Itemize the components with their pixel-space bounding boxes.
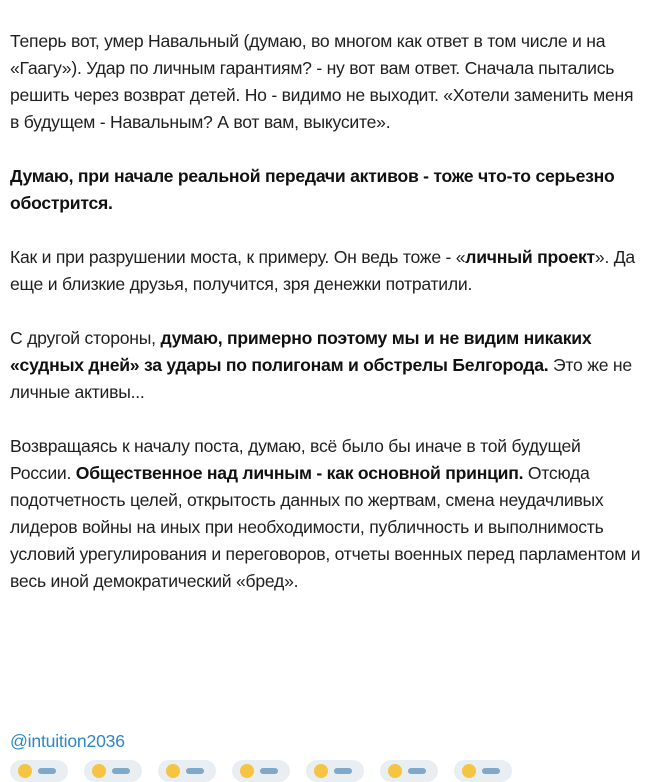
reaction-chip[interactable] — [232, 760, 290, 782]
emoji-icon — [462, 764, 476, 778]
post-paragraph-5 — [10, 433, 646, 595]
emoji-icon — [166, 764, 180, 778]
emoji-icon — [388, 764, 402, 778]
reaction-count-placeholder — [112, 768, 130, 774]
post-paragraph-3 — [10, 244, 646, 298]
reaction-count-placeholder — [482, 768, 500, 774]
bold-text: личный проект — [465, 247, 595, 267]
reaction-count-placeholder — [408, 768, 426, 774]
text-segment: Отсюда подотчетность целей, открытость данных по жертвам, смена неудачливых лидеров войны на иных при необходимости, публичность и выполнимость условий урегулирования и переговоров, отчеты военных перед парламентом и весь иной демократический «бред». — [10, 463, 641, 591]
bold-text: Общественное над личным - как основной принцип. — [75, 463, 524, 483]
reaction-chip[interactable] — [306, 760, 364, 782]
emoji-icon — [314, 764, 328, 778]
reaction-count-placeholder — [38, 768, 56, 774]
bold-text: Думаю, при начале реальной передачи активов - тоже что-то серьезно обострится. — [10, 166, 615, 213]
emoji-icon — [18, 764, 32, 778]
post-body — [10, 28, 646, 622]
reaction-count-placeholder — [260, 768, 278, 774]
emoji-icon — [240, 764, 254, 778]
reaction-chip[interactable] — [10, 760, 68, 782]
reaction-chip[interactable] — [158, 760, 216, 782]
post-paragraph-1: Теперь вот, умер Навальный (думаю, во многом как ответ в том числе и на «Гаагу»). Удар по личным гарантиям? - ну вот вам ответ. Сначала пытались решить через возврат детей. Но - видимо не выходит. «Хотели заменить меня в будущем - Навальным? А вот вам, выкусите». — [10, 31, 634, 132]
reactions-bar — [10, 760, 512, 780]
text-segment: Как и при разрушении моста, к примеру. Он ведь тоже - « — [10, 247, 466, 267]
text-segment: ». Да еще и близкие друзья, получится, зря денежки потратили. — [10, 247, 635, 294]
reaction-count-placeholder — [186, 768, 204, 774]
post-paragraph-2 — [10, 163, 646, 217]
reaction-count-placeholder — [334, 768, 352, 774]
text-segment: Это же не личные активы... — [10, 355, 632, 402]
text-segment: С другой стороны, — [10, 328, 161, 348]
reaction-chip[interactable] — [380, 760, 438, 782]
post-paragraph-4 — [10, 325, 646, 406]
reaction-chip[interactable] — [454, 760, 512, 782]
emoji-icon — [92, 764, 106, 778]
reaction-chip[interactable] — [84, 760, 142, 782]
channel-link[interactable]: @intuition2036 — [10, 731, 125, 751]
bold-text: думаю, примерно поэтому мы и не видим никаких «судных дней» за удары по полигонам и обстрелы Белгорода. — [10, 328, 592, 375]
text-segment: Возвращаясь к началу поста, думаю, всё было бы иначе в той будущей России. — [10, 436, 581, 483]
